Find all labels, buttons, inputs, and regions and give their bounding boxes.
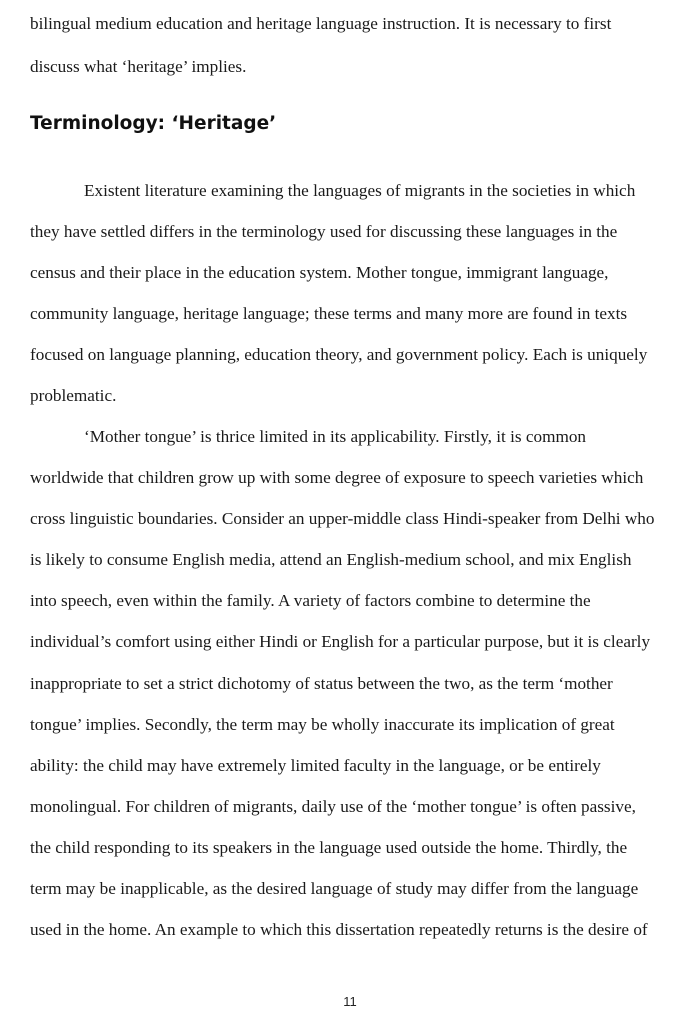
paragraph-1-line: they have settled differs in the terminology used for discussing these languages in the <box>30 222 618 241</box>
paragraph-2-line: term may be inapplicable, as the desired language of study may differ from the language <box>30 879 639 898</box>
page-number: 11 <box>343 994 357 1009</box>
intro-line: discuss what ‘heritage’ implies. <box>30 57 247 76</box>
paragraph-2-line: inappropriate to set a strict dichotomy of status between the two, as the term ‘mother <box>30 674 613 693</box>
paragraph-2-line: tongue’ implies. Secondly, the term may be wholly inaccurate its implication of great <box>30 715 615 734</box>
paragraph-2-line: cross linguistic boundaries. Consider an upper-middle class Hindi-speaker from Delhi who <box>30 509 655 528</box>
paragraph-1-line: Existent literature examining the languages of migrants in the societies in which <box>84 181 636 200</box>
paragraph-2-line: is likely to consume English media, attend an English-medium school, and mix English <box>30 550 632 569</box>
paragraph-1-line: focused on language planning, education theory, and government policy. Each is uniquely <box>30 345 648 364</box>
paragraph-2-line: worldwide that children grow up with some degree of exposure to speech varieties which <box>30 468 644 487</box>
paragraph-2-line: the child responding to its speakers in the language used outside the home. Thirdly, the <box>30 838 628 857</box>
intro-line: bilingual medium education and heritage language instruction. It is necessary to first <box>30 14 612 33</box>
paragraph-2-line: ability: the child may have extremely limited faculty in the language, or be entirely <box>30 756 601 775</box>
paragraph-2-line: ‘Mother tongue’ is thrice limited in its applicability. Firstly, it is common <box>84 427 587 446</box>
section-heading: Terminology: ‘Heritage’ <box>30 113 277 134</box>
paragraph-2-line: monolingual. For children of migrants, daily use of the ‘mother tongue’ is often passive, <box>30 797 636 816</box>
paragraph-1-line: community language, heritage language; these terms and many more are found in texts <box>30 304 628 323</box>
paragraph-1-line: problematic. <box>30 386 117 405</box>
paragraph-2-line: into speech, even within the family. A variety of factors combine to determine the <box>30 591 591 610</box>
paragraph-2-line: used in the home. An example to which this dissertation repeatedly returns is the desire of <box>30 920 648 939</box>
paragraph-2-line: individual’s comfort using either Hindi or English for a particular purpose, but it is clearly <box>30 632 651 651</box>
paragraph-1-line: census and their place in the education system. Mother tongue, immigrant language, <box>30 263 609 282</box>
